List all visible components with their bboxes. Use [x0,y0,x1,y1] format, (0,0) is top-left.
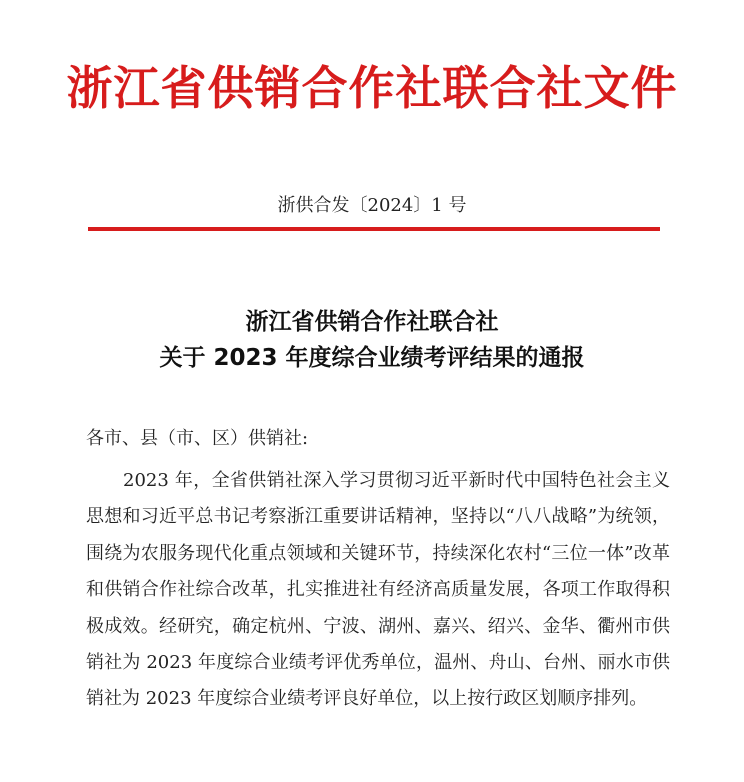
document-number: 浙供合发〔2024〕1 号 [277,195,467,216]
notice-title-line-2: 关于 2023 年度综合业绩考评结果的通报 [159,345,585,371]
letterhead-title: 浙江省供销合作社联合社文件 [66,61,678,115]
notice-title-line-1: 浙江省供销合作社联合社 [245,309,499,335]
red-divider-line [88,227,660,231]
body-paragraph: 2023 年，全省供销社深入学习贯彻习近平新时代中国特色社会主义思想和习近平总书记考察浙江重要讲话精神，坚持以“八八战略”为统领，围绕为农服务现代化重点领域和关键环节，持续深化农村“三位一体”改革和供销合作社综合改革，扎实推进社有经济高质量发展，各项工作取得积极成效。经研究，确定杭州、宁波、湖州、嘉兴、绍兴、金华、衢州市供销社为 2023 年度综合业绩考评优秀单位，温州、舟山、台州、丽水市供销社为 2023 年度综合业绩考评良好单位，以上按行政区划顺序排列。 [86,470,670,710]
salutation: 各市、县（市、区）供销社: [86,428,309,449]
